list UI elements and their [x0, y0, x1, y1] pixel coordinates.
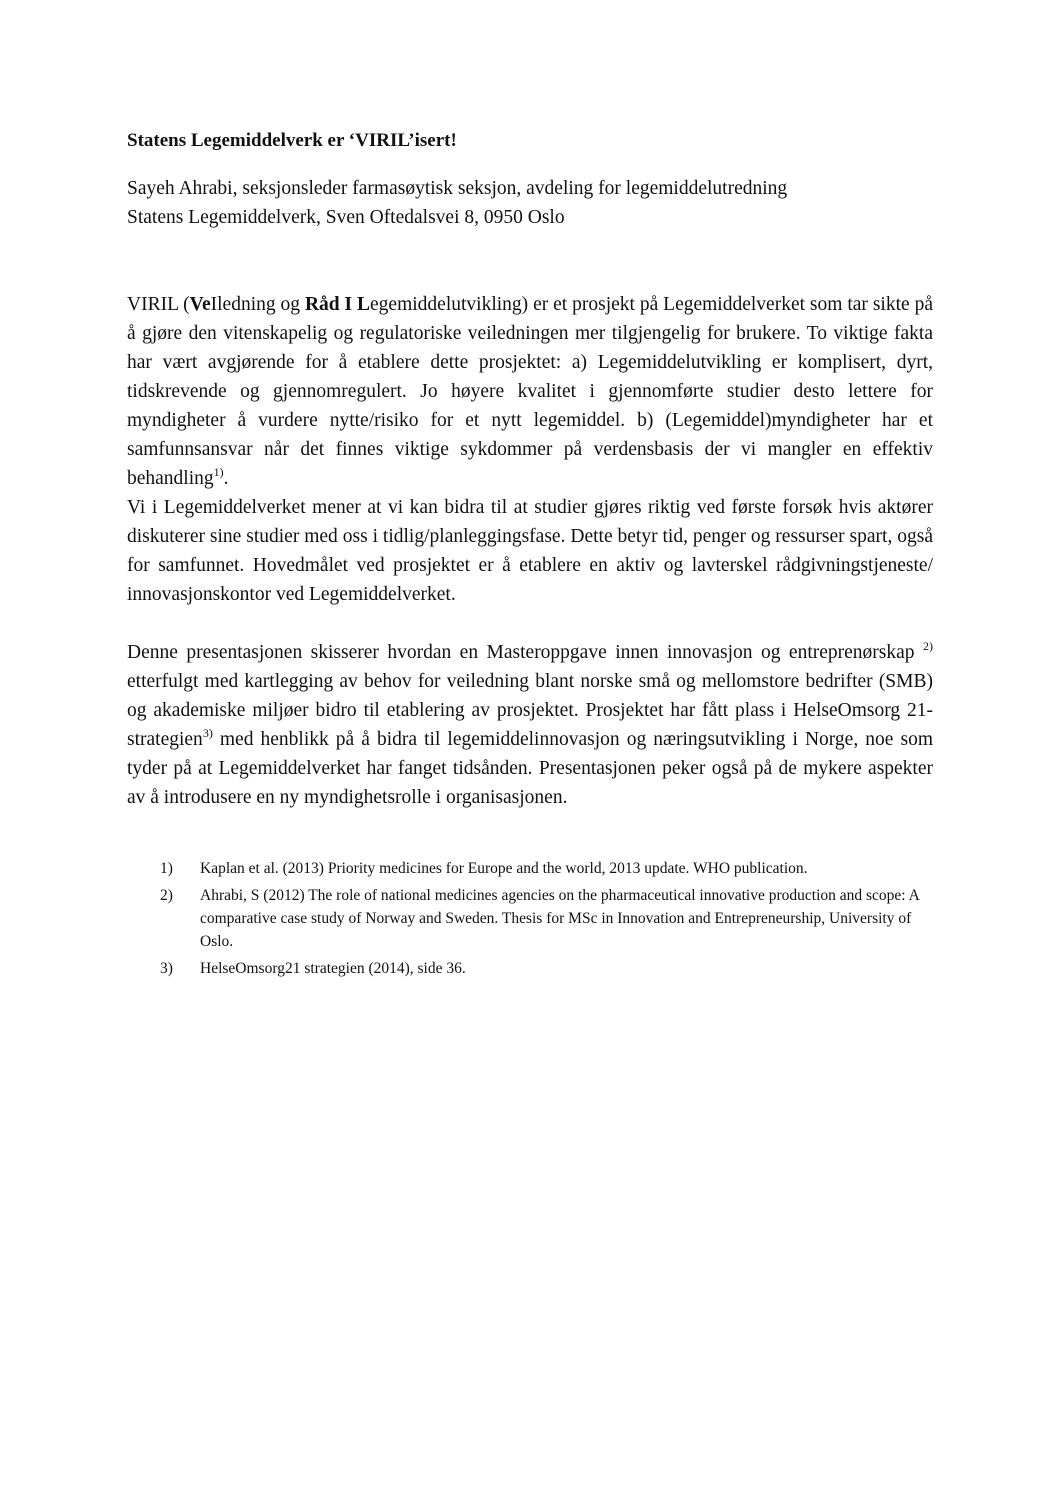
p1-bold-1: Ve	[189, 294, 211, 315]
paragraph-1	[127, 290, 933, 493]
reference-item	[160, 957, 930, 980]
reference-list	[160, 857, 930, 984]
reference-item	[160, 884, 930, 953]
footnote-ref-2: 2)	[923, 638, 933, 653]
p1-end: .	[223, 468, 229, 489]
p1-plain-1: I	[210, 294, 218, 315]
footnote-ref-3: 3)	[202, 725, 213, 740]
author-block	[127, 174, 787, 232]
document-title: Statens Legemiddelverk er ‘VIRIL’isert!	[127, 130, 457, 151]
reference-text: Ahrabi, S (2012) The role of national medicines agencies on the pharmaceutical innovative production and scope: A comparative case study of Norway and Sweden. Thesis for MSc in Innovation and Entrepreneurship, University of Oslo.	[200, 887, 919, 950]
paragraph-2: Vi i Legemiddelverket mener at vi kan bidra til at studier gjøres riktig ved første forsøk hvis aktører diskuterer sine studier med oss i tidlig/planleggingsfase. Dette betyr tid, penger og ressurser spart, også for samfunnet. Hovedmålet ved prosjektet er å etablere en aktiv og lavterskel rådgivningstjeneste/ innovasjonskontor ved Legemiddelverket.	[127, 497, 933, 605]
p1-bold-2: Råd I L	[304, 294, 371, 315]
p1-text-2: egemiddelutvikling) er et prosjekt på Legemiddelverket som tar sikte på å gjøre den vitenskapelig og regulatoriske veiledningen mer tilgjengelig for brukere. To viktige fakta har vært avgjørende for å etablere dette prosjektet: a) Legemiddelutvikling er komplisert, dyrt, tidskrevende og gjennomregulert. Jo høyere kvalitet i gjennomførte studier desto lettere for myndigheter å vurdere nytte/risiko for et nytt legemiddel. b) (Legemiddel)myndigheter har et samfunnsansvar når det finnes viktige sykdommer på verdensbasis der vi mangler en effektiv behandling	[127, 294, 933, 489]
reference-number: 3)	[160, 960, 173, 977]
reference-text: Kaplan et al. (2013) Priority medicines for Europe and the world, 2013 update. WHO publication.	[200, 860, 808, 877]
p3-text-3: med henblikk på å bidra til legemiddelinnovasjon og næringsutvikling i Norge, noe som tyder på at Legemiddelverket har fanget tidsånden. Presentasjonen peker også på de mykere aspekter av å introdusere en ny myndighetsrolle i organisasjonen.	[127, 729, 933, 808]
address-line: Statens Legemiddelverk, Sven Oftedalsvei 8, 0950 Oslo	[127, 207, 565, 228]
reference-number: 2)	[160, 887, 173, 904]
footnote-ref-1: 1)	[213, 464, 224, 479]
p3-text-1: Denne presentasjonen skisserer hvordan en Masteroppgave innen innovasjon og entreprenørskap	[127, 642, 923, 663]
reference-item	[160, 857, 930, 880]
p1-acronym: VIRIL (	[127, 294, 190, 315]
p1-text-1: ledning og	[217, 294, 305, 315]
abstract-body	[127, 290, 933, 812]
paragraph-3	[127, 638, 933, 812]
author-line: Sayeh Ahrabi, seksjonsleder farmasøytisk seksjon, avdeling for legemiddelutredning	[127, 178, 788, 199]
reference-number: 1)	[160, 860, 173, 877]
reference-text: HelseOmsorg21 strategien (2014), side 36.	[200, 960, 466, 977]
p3-text-2: etterfulgt med kartlegging av behov for veiledning blant norske små og mellomstore bedrifter (SMB) og akademiske miljøer bidro til etablering av prosjektet. Prosjektet har fått plass i HelseOmsorg 21-strategien	[127, 671, 933, 750]
